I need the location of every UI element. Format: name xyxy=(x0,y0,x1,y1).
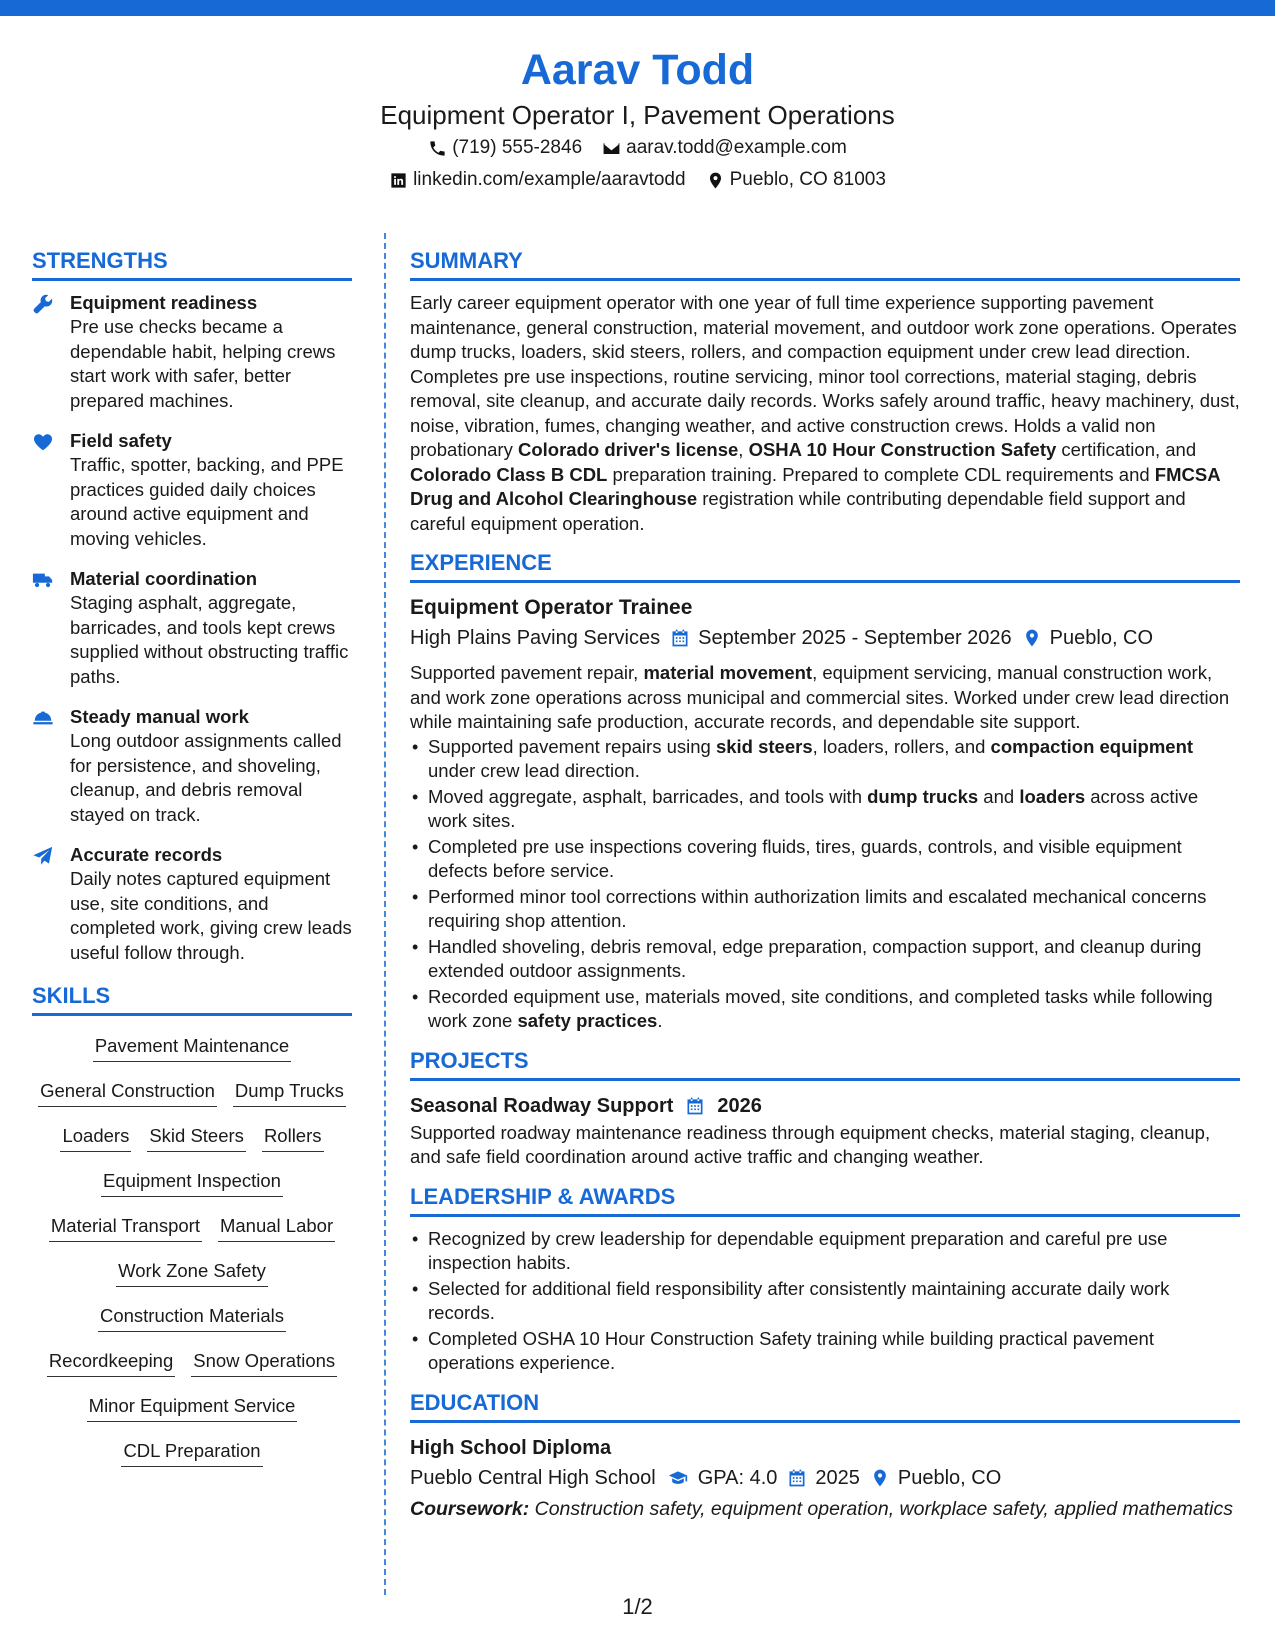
skill-tag: Manual Labor xyxy=(218,1214,335,1242)
skill-tag: Equipment Inspection xyxy=(101,1169,283,1197)
skills-row xyxy=(32,1206,352,1251)
skills-heading: SKILLS xyxy=(32,981,352,1016)
education-heading: EDUCATION xyxy=(410,1388,1240,1423)
experience-heading: EXPERIENCE xyxy=(410,548,1240,583)
skills-row xyxy=(32,1431,352,1476)
strength-desc: Traffic, spotter, backing, and PPE practices guided daily choices around active equipment and moving vehicles. xyxy=(70,454,344,549)
experience-bullets xyxy=(410,735,1240,1034)
skill-tag: Recordkeeping xyxy=(47,1349,175,1377)
experience-section xyxy=(410,548,1240,1034)
skills-row xyxy=(32,1161,352,1206)
page-number: 1/2 xyxy=(622,1594,653,1619)
list-item: • Supported pavement repairs using skid steers, loaders, rollers, and compaction equipment under crew lead direction. xyxy=(410,735,1240,784)
strengths-heading: STRENGTHS xyxy=(32,246,352,281)
calendar-icon xyxy=(685,1096,705,1116)
job-dates: September 2025 - September 2026 xyxy=(670,623,1012,653)
linkedin-icon xyxy=(389,171,408,190)
strength-title: Steady manual work xyxy=(70,706,249,727)
column-divider xyxy=(384,233,386,1595)
strength-item xyxy=(32,705,352,827)
phone-text: (719) 555-2846 xyxy=(452,137,583,158)
strength-item xyxy=(32,843,352,965)
education-section xyxy=(410,1388,1240,1522)
strength-title: Equipment readiness xyxy=(70,292,258,313)
paper-plane-icon xyxy=(32,845,54,867)
skill-tag: Pavement Maintenance xyxy=(93,1034,291,1062)
skill-tag: General Construction xyxy=(38,1079,217,1107)
list-item: • Performed minor tool corrections within authorization limits and escalated mechanical concerns requiring shop attention. xyxy=(410,885,1240,934)
job-intro: Supported pavement repair, material movement, equipment servicing, manual construction work, and work zone operations across municipal and commercial sites. Worked under crew lead direction while maintaining safe production, accurate records, and dependable site support. xyxy=(410,662,1230,732)
list-item: • Moved aggregate, asphalt, barricades, and tools with dump trucks and loaders across active work sites. xyxy=(410,785,1240,834)
skill-tag: Rollers xyxy=(262,1124,324,1152)
strength-desc: Pre use checks became a dependable habit, helping crews start work with safer, better prepared machines. xyxy=(70,316,336,411)
summary-section xyxy=(410,246,1240,536)
summary-heading: SUMMARY xyxy=(410,246,1240,281)
strength-item xyxy=(32,567,352,689)
map-pin-icon xyxy=(870,1468,890,1488)
resume-header xyxy=(0,42,1275,196)
calendar-icon xyxy=(670,628,690,648)
list-item: • Recognized by crew leadership for dependable equipment preparation and careful pre use inspection habits. xyxy=(410,1227,1240,1276)
linkedin-contact[interactable] xyxy=(389,164,686,196)
left-column xyxy=(32,246,352,1476)
skill-tag: Minor Equipment Service xyxy=(87,1394,298,1422)
gpa: GPA: 4.0 xyxy=(666,1463,778,1493)
skills-row xyxy=(32,1296,352,1341)
strength-title: Accurate records xyxy=(70,844,223,865)
candidate-title: Equipment Operator I, Pavement Operations xyxy=(380,100,895,130)
phone-contact xyxy=(428,132,582,164)
skills-row xyxy=(32,1116,352,1161)
strength-item xyxy=(32,429,352,551)
strength-desc: Staging asphalt, aggregate, barricades, and tools kept crews supplied without obstructing traffic paths. xyxy=(70,592,349,687)
wrench-icon xyxy=(32,293,54,315)
truck-icon xyxy=(32,569,54,591)
project-header xyxy=(410,1091,1240,1121)
skills-row xyxy=(32,1341,352,1386)
skills-row xyxy=(32,1386,352,1431)
envelope-icon xyxy=(602,139,621,158)
leadership-bullets xyxy=(410,1227,1240,1376)
school-name: Pueblo Central High School xyxy=(410,1466,656,1489)
skills-row xyxy=(32,1026,352,1071)
leadership-heading: LEADERSHIP & AWARDS xyxy=(410,1182,1240,1217)
company-name: High Plains Paving Services xyxy=(410,627,661,649)
strength-title: Material coordination xyxy=(70,568,258,589)
skill-tag: CDL Preparation xyxy=(121,1439,262,1467)
list-item: • Completed OSHA 10 Hour Construction Safety training while building practical pavement operations experience. xyxy=(410,1327,1240,1376)
email-contact[interactable] xyxy=(602,132,847,164)
education-meta xyxy=(410,1463,1240,1493)
job-title: Equipment Operator Trainee xyxy=(410,596,693,619)
list-item: • Handled shoveling, debris removal, edge preparation, compaction support, and cleanup during extended outdoor assignments. xyxy=(410,935,1240,984)
graduation-year: 2025 xyxy=(787,1463,860,1493)
skill-tag: Skid Steers xyxy=(147,1124,246,1152)
calendar-icon xyxy=(787,1468,807,1488)
heart-icon xyxy=(32,431,54,453)
project-desc: Supported roadway maintenance readiness through equipment checks, material staging, cleanup, and safe field coordination around active traffic and changing weather. xyxy=(410,1121,1211,1167)
summary-text: Early career equipment operator with one year of full time experience supporting pavement maintenance, general construction, material movement, and outdoor work zone operations. Operates dump trucks, loaders, skid steers, rollers, and compaction equipment under crew lead direction. Completes pre use inspections, routine servicing, minor tool corrections, material staging, debris removal, site cleanup, and accurate daily records. Works safely around traffic, heavy machinery, dust, noise, vibration, fumes, changing weather, and active construction crews. Holds a valid non probationary Colorado driver's license, OSHA 10 Hour Construction Safety certification, and Colorado Class B CDL preparation training. Prepared to complete CDL requirements and FMCSA Drug and Alcohol Clearinghouse registration while contributing dependable field support and careful equipment operation. xyxy=(410,292,1240,534)
skills-list xyxy=(32,1026,352,1476)
list-item: • Recorded equipment use, materials moved, site conditions, and completed tasks while following work zone safety practices. xyxy=(410,985,1240,1034)
projects-section xyxy=(410,1046,1240,1170)
job-meta xyxy=(410,623,1240,653)
right-column xyxy=(410,246,1240,1533)
map-pin-icon xyxy=(706,171,725,190)
list-item: • Completed pre use inspections covering fluids, tires, guards, controls, and visible equipment defects before service. xyxy=(410,835,1240,884)
graduation-cap-icon xyxy=(666,1468,690,1488)
skills-row xyxy=(32,1071,352,1116)
degree-title: High School Diploma xyxy=(410,1436,612,1459)
strength-title: Field safety xyxy=(70,430,172,451)
skill-tag: Snow Operations xyxy=(191,1349,337,1377)
top-accent-bar xyxy=(0,0,1275,16)
strength-desc: Daily notes captured equipment use, site conditions, and completed work, giving crew leads useful follow through. xyxy=(70,868,352,963)
skills-row xyxy=(32,1251,352,1296)
job-location: Pueblo, CO xyxy=(1022,623,1153,653)
project-title: Seasonal Roadway Support xyxy=(410,1094,674,1117)
candidate-name: Aarav Todd xyxy=(520,46,755,94)
projects-heading: PROJECTS xyxy=(410,1046,1240,1081)
location-contact xyxy=(706,164,886,196)
project-year: 2026 xyxy=(717,1094,762,1117)
map-pin-icon xyxy=(1022,628,1042,648)
school-location: Pueblo, CO xyxy=(870,1463,1001,1493)
skill-tag: Material Transport xyxy=(49,1214,202,1242)
skill-tag: Construction Materials xyxy=(98,1304,286,1332)
contact-row-2 xyxy=(0,164,1275,196)
skill-tag: Dump Trucks xyxy=(233,1079,346,1107)
strength-item xyxy=(32,291,352,413)
skill-tag: Loaders xyxy=(60,1124,131,1152)
email-text: aarav.todd@example.com xyxy=(626,137,847,158)
strength-desc: Long outdoor assignments called for persistence, and shoveling, cleanup, and debris removal stayed on track. xyxy=(70,730,342,825)
linkedin-text: linkedin.com/example/aaravtodd xyxy=(413,169,686,190)
coursework: Coursework: Construction safety, equipment operation, workplace safety, applied mathematics xyxy=(410,1497,1234,1520)
leadership-section xyxy=(410,1182,1240,1376)
location-text: Pueblo, CO 81003 xyxy=(729,169,886,190)
skill-tag: Work Zone Safety xyxy=(116,1259,268,1287)
contact-row-1 xyxy=(0,132,1275,164)
phone-icon xyxy=(428,139,447,158)
list-item: • Selected for additional field responsibility after consistently maintaining accurate daily work records. xyxy=(410,1277,1240,1326)
hardhat-icon xyxy=(32,707,54,729)
